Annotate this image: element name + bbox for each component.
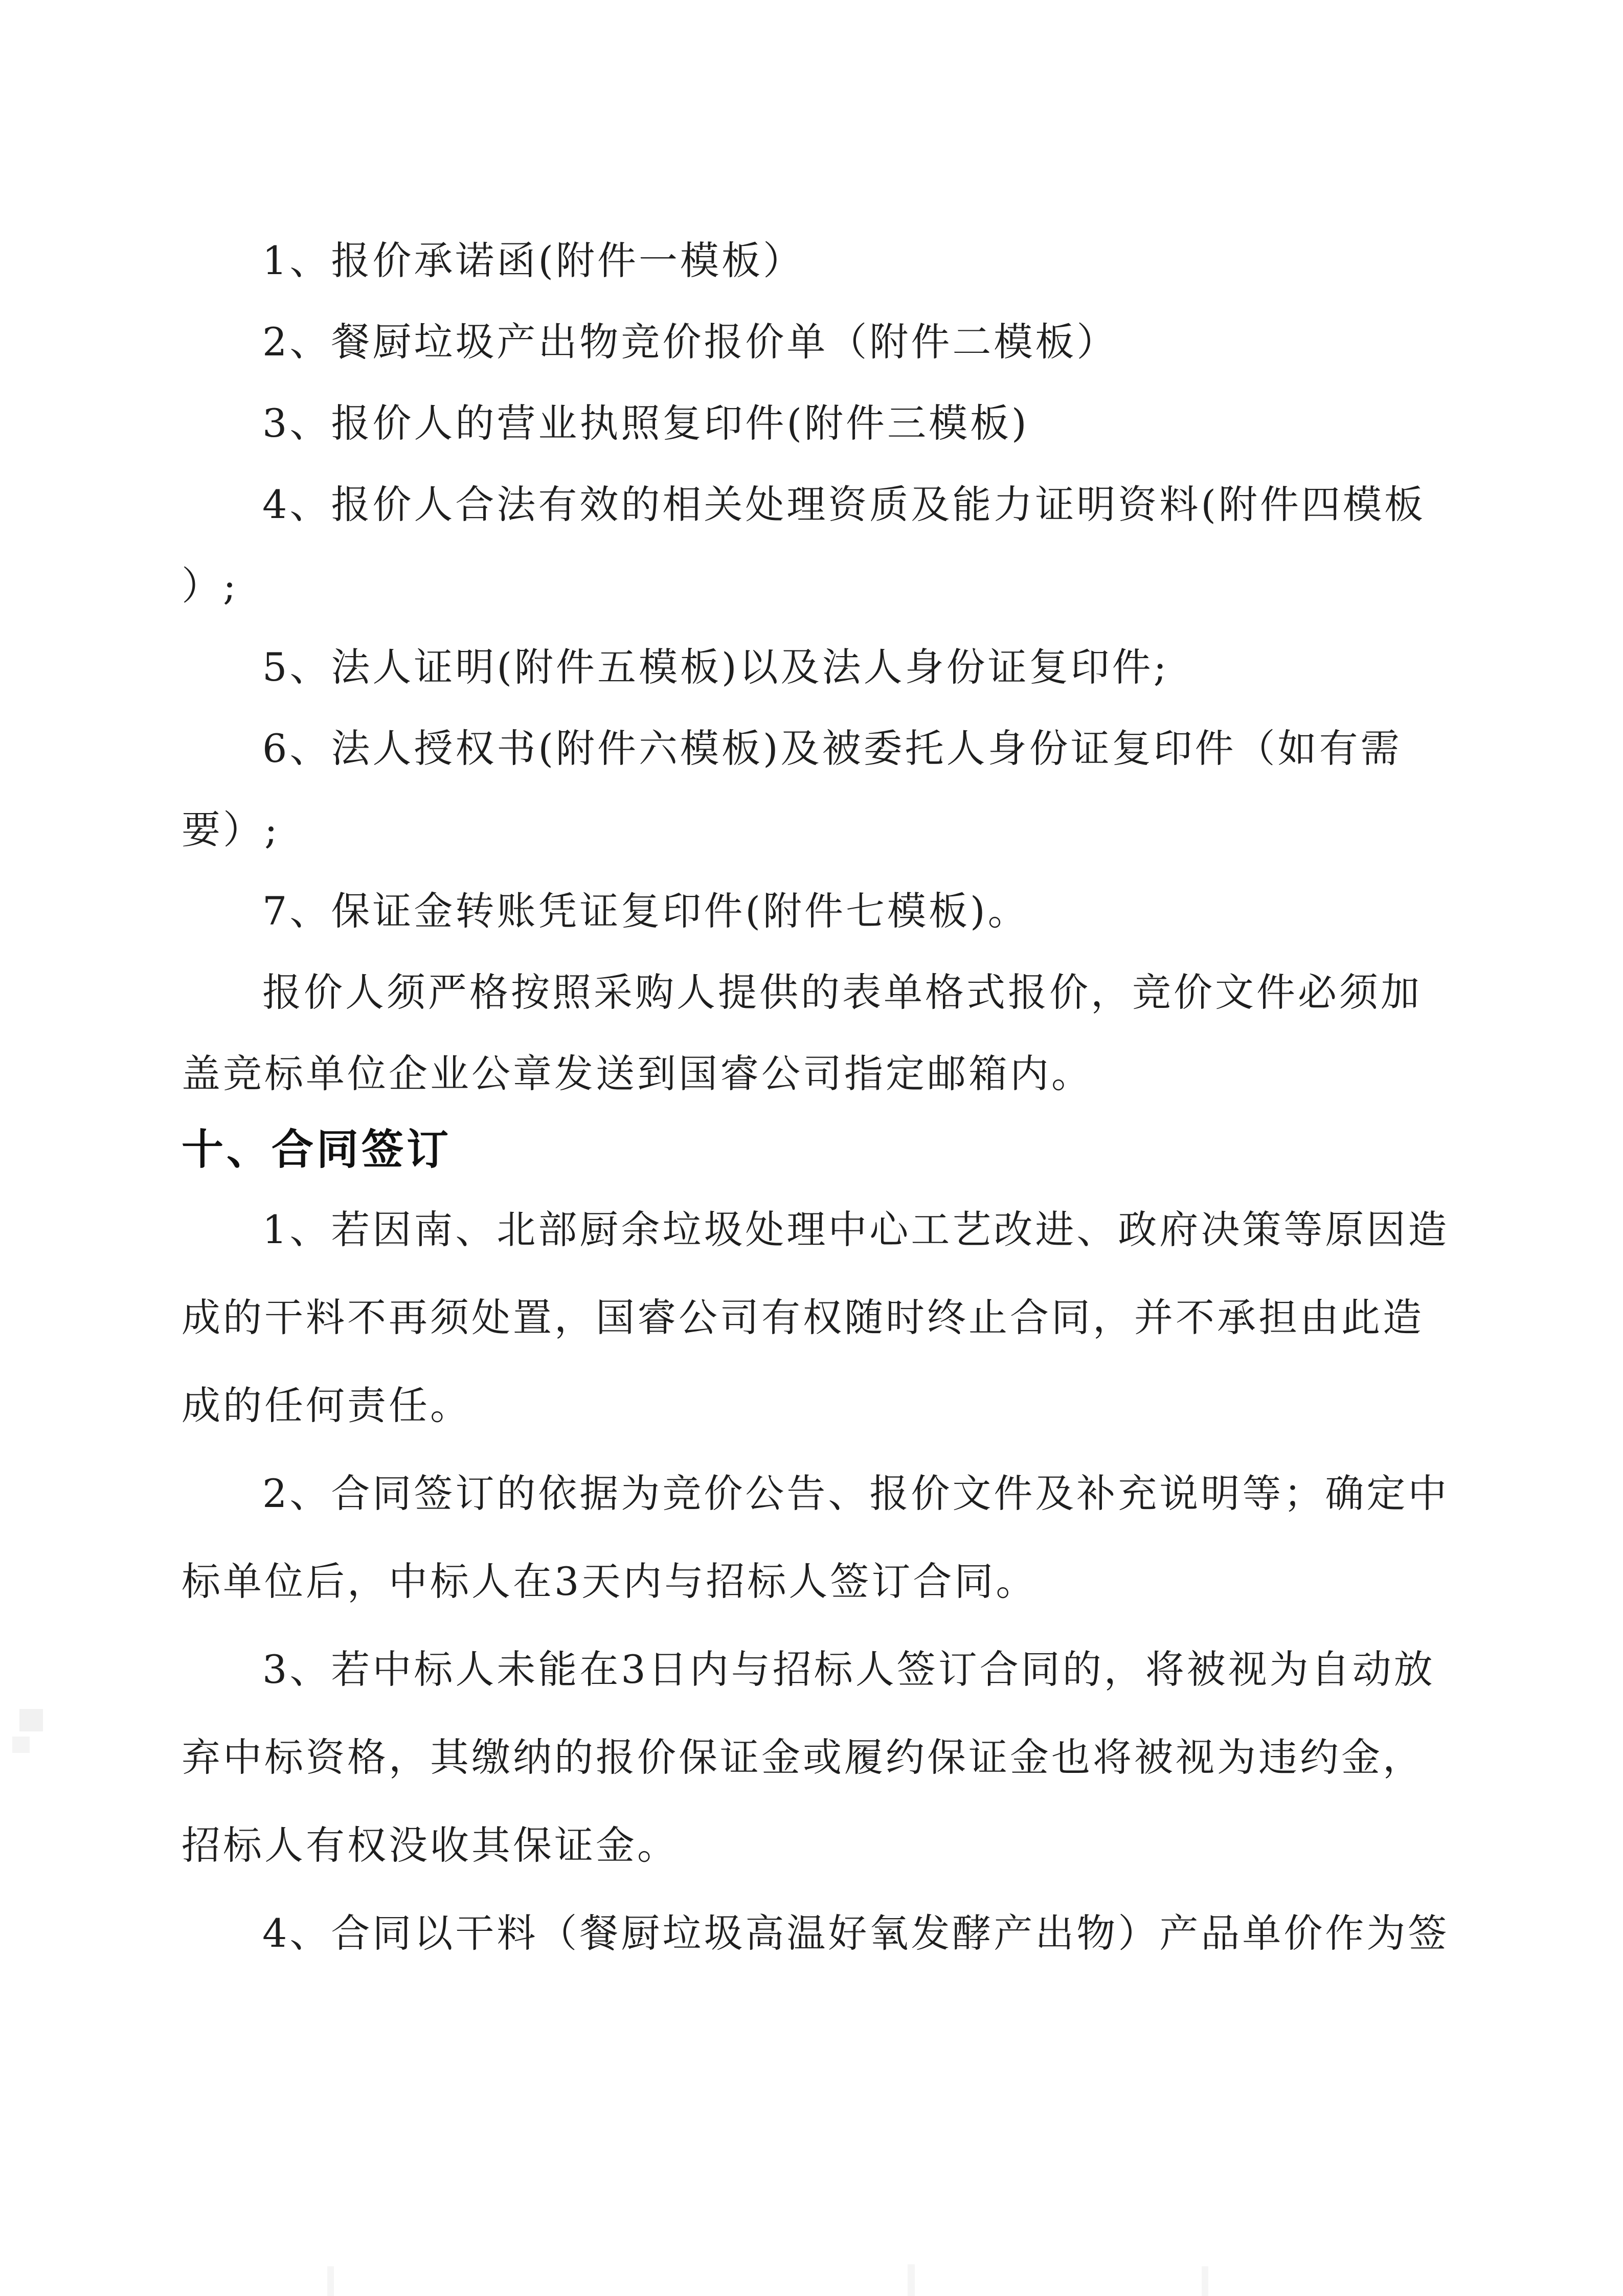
contract-line: 招标人有权没收其保证金。 xyxy=(182,1822,679,1868)
scan-artifact xyxy=(1202,2266,1208,2296)
contract-line: 2、合同签订的依据为竞价公告、报价文件及补充说明等；确定中 xyxy=(262,1471,1450,1516)
list-line: 6、法人授权书(附件六模板)及被委托人身份证复印件（如有需 xyxy=(262,726,1402,771)
list-line: 要）; xyxy=(182,807,280,852)
list-line: 5、法人证明(附件五模板)以及法人身份证复印件; xyxy=(262,644,1169,690)
contract-line: 标单位后，中标人在3天内与招标人签订合同。 xyxy=(182,1559,1038,1604)
scan-artifact xyxy=(908,2264,915,2296)
contract-line: 成的任何责任。 xyxy=(182,1383,471,1428)
document-body xyxy=(182,220,1450,1977)
list-line: 3、报价人的营业执照复印件(附件三模板) xyxy=(262,400,1029,446)
list-line: 7、保证金转账凭证复印件(附件七模板)。 xyxy=(262,888,1029,934)
scan-artifact xyxy=(19,1709,43,1731)
list-line: 报价人须严格按照采购人提供的表单格式报价，竞价文件必须加 xyxy=(262,970,1422,1015)
list-line: 盖竞标单位企业公章发送到国睿公司指定邮箱内。 xyxy=(182,1051,1093,1096)
contract-line: 成的干料不再须处置，国睿公司有权随时终止合同，并不承担由此造 xyxy=(182,1295,1424,1340)
list-line: ）; xyxy=(182,563,239,609)
contract-line: 弃中标资格，其缴纳的报价保证金或履约保证金也将被视为违约金， xyxy=(182,1735,1424,1780)
contract-line: 4、合同以干料（餐厨垃圾高温好氧发酵产出物）产品单价作为签 xyxy=(262,1910,1450,1956)
contract-line: 1、若因南、北部厨余垃圾处理中心工艺改进、政府决策等原因造 xyxy=(262,1207,1450,1252)
scan-artifact xyxy=(12,1737,30,1753)
contract-line: 3、若中标人未能在3日内与招标人签订合同的，将被视为自动放 xyxy=(262,1647,1435,1692)
scan-artifact xyxy=(327,2266,334,2296)
section-heading: 十、合同签订 xyxy=(182,1126,452,1174)
list-line: 1、报价承诺函(附件一模板） xyxy=(262,238,805,283)
list-line: 2、餐厨垃圾产出物竞价报价单（附件二模板） xyxy=(262,319,1118,365)
list-line: 4、报价人合法有效的相关处理资质及能力证明资料(附件四模板 xyxy=(262,482,1426,527)
